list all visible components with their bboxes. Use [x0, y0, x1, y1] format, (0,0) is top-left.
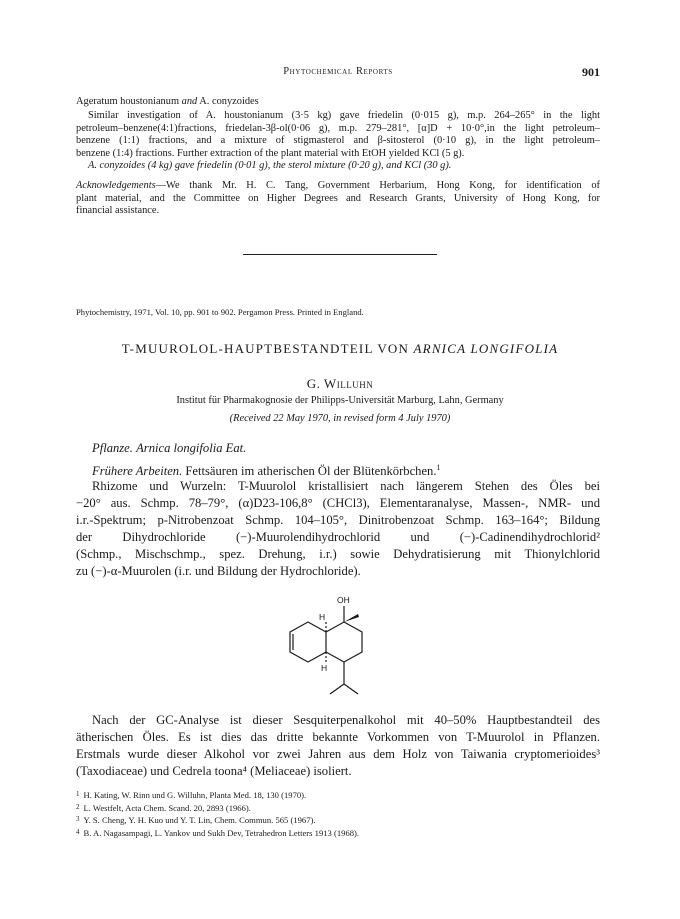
text-line: —We thank Mr. H. C. Tang, Government Herbarium, Hong Kong, for identification of [155, 180, 600, 191]
footnote: $^4$ B. A. Nagasampagi, L. Yankov und Sukh Dev, Tetrahedron Letters 1913 (1968). [76, 827, 360, 838]
oh-label: OH [337, 595, 350, 605]
isopropyl-branch [330, 684, 344, 694]
text-line: i.r.-Spektrum; p-Nitrobenzoat Schmp. 104–105°, Dinitrobenzoat Schmp. 163–164°; Bildung [76, 513, 600, 527]
footnote: $^3$ Y. S. Cheng, Y. H. Kuo und Y. T. Lin, Chem. Commun. 565 (1967). [76, 815, 316, 826]
fruehere-line: Frühere Arbeiten. Fettsäuren im atherischen Öl der Blütenkörbchen.$^1$ [92, 463, 441, 479]
prev-article-paragraph [76, 110, 600, 173]
text-line: benzene (1:1) fractions, and a mixture of stigmasterol and β-sitosterol (0·10 g), in the light petroleum– [76, 135, 600, 147]
running-header [76, 66, 600, 82]
ring-right [326, 622, 362, 662]
running-title: Phytochemical Reports [283, 66, 393, 77]
article-title: T-MUUROLOL-HAUPTBESTANDTEIL VON ARNICA LONGIFOLIA [121, 341, 559, 356]
isopropyl-branch [344, 684, 358, 694]
gc-paragraph [76, 712, 600, 780]
h-top-label: H [319, 612, 326, 622]
footnote: $^2$ L. Westfelt, Acta Chem. Scand. 20, 2893 (1966). [76, 802, 251, 813]
ring-left [290, 622, 326, 662]
text-line: petroleum–benzene(4:1)fractions, friedelan-3β-ol(0·06 g), m.p. 279–281°, [α]D + 10·0°,in the light petroleum– [76, 122, 600, 134]
article-body [76, 478, 600, 580]
methyl-wedge [344, 614, 359, 622]
text-line: der Dihydrochloride (−)-Muurolendihydrochlorid und (−)-Cadinendihydrochlorid² [76, 530, 600, 544]
text-line: ätherischen Öles. Es ist dies das dritte bekannte Vorkommen von T-Muurolol in Pflanzen. [76, 730, 600, 744]
acknowledgements [76, 180, 600, 218]
page-number: 901 [582, 65, 600, 79]
text-line: A. conyzoides (4 kg) gave friedelin (0·01 g), the sterol mixture (0·20 g), and KCl (30 g). [88, 160, 452, 172]
prev-article-heading: Ageratum houstonianum and A. conyzoides [76, 96, 259, 107]
article-author: G. Willuhn [306, 376, 374, 391]
text-line: Rhizome und Wurzeln: T-Muurolol kristallisiert nach längerem Stehen des Öles bei [92, 479, 600, 493]
text-line: financial assistance. [76, 205, 160, 217]
text-line: benzene (1:4) fractions. Further extraction of the plant material with EtOH yielded KCl (5 g). [76, 147, 465, 159]
text-line: Similar investigation of A. houstonianum (3·5 kg) gave friedelin (0·015 g), m.p. 264–265° in the light [88, 110, 600, 121]
text-line: (Schmp., Mischschmp., spez. Drehung, i.r.) sowie Dehydratisierung mit Thionylchlorid [76, 547, 600, 561]
text-line: Erstmals wurde dieser Alkohol vor zwei Jahren aus dem Holz von Taiwania cryptomerioides³ [76, 747, 600, 761]
ack-label: Acknowledgements [76, 180, 156, 191]
text-line: (Taxodiaceae) und Cedrela toona⁴ (Meliaceae) isoliert. [76, 764, 352, 778]
text-line: −20° aus. Schmp. 78–79°, (α)D23-106,8° (CHCl3), Elementaranalyse, Massen-, NMR- und [76, 496, 600, 510]
text-line: Nach der GC-Analyse ist dieser Sesquiterpenalkohol mit 40–50% Hauptbestandteil des [92, 713, 600, 727]
article-institution: Institut für Pharmakognosie der Philipps-Universität Marburg, Lahn, Germany [176, 395, 504, 406]
journal-reference: Phytochemistry, 1971, Vol. 10, pp. 901 to 902. Pergamon Press. Printed in England. [76, 307, 364, 317]
text-line: plant material, and the Committee on Higher Degrees and Research Grants, University of Hong Kong, for [76, 192, 600, 204]
h-bottom-label: H [321, 663, 328, 673]
t-muurolol-structure [270, 592, 400, 722]
received-dates: (Received 22 May 1970, in revised form 4 July 1970) [229, 413, 451, 424]
section-divider [243, 254, 437, 255]
footnotes [76, 789, 600, 839]
footnote: $^1$ H. Kating, W. Rinn und G. Willuhn, Planta Med. 18, 130 (1970). [76, 790, 307, 800]
text-line: zu (−)-α-Muurolen (i.r. und Bildung der Hydrochloride). [76, 564, 361, 578]
pflanze-line: Pflanze. Arnica longifolia Eat. [92, 441, 247, 455]
